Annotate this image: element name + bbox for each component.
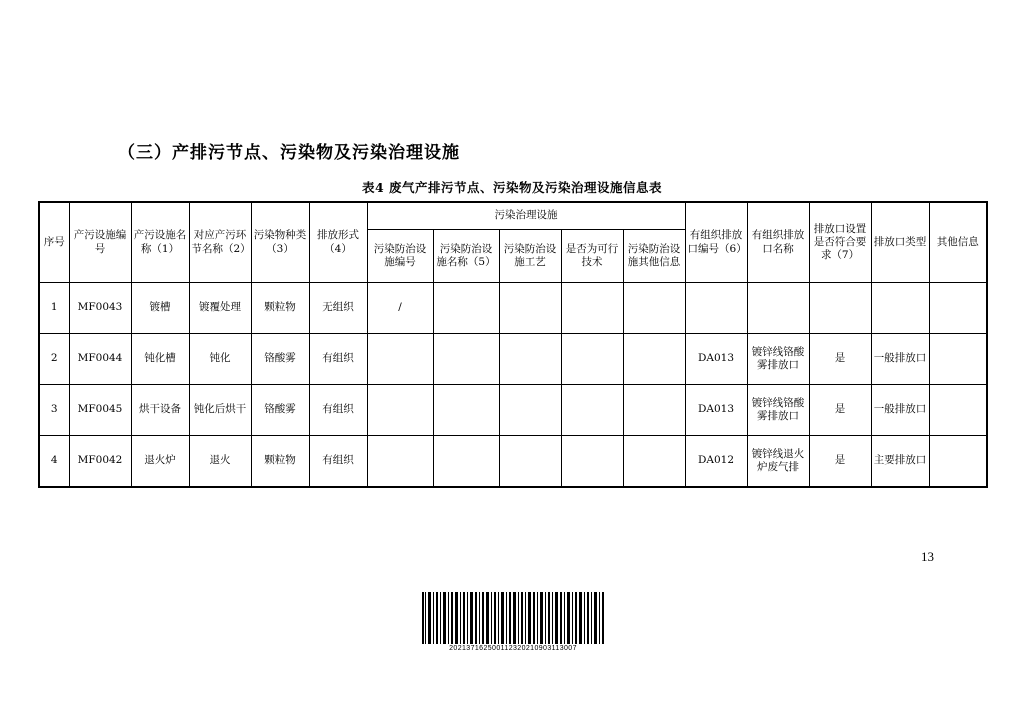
- cell-facility-name: 退火炉: [131, 436, 189, 488]
- cell-facility-code: MF0043: [69, 283, 131, 334]
- cell-outlet-name: [747, 283, 809, 334]
- cell-is-feasible: [561, 283, 623, 334]
- th-node-name: 对应产污环节名称（2）: [189, 202, 251, 283]
- cell-seq: 3: [39, 385, 69, 436]
- th-other-info: 其他信息: [929, 202, 987, 283]
- th-outlet-type: 排放口类型: [871, 202, 929, 283]
- barcode-icon: [422, 592, 604, 644]
- th-treat-other: 污染防治设施其他信息: [623, 230, 685, 283]
- cell-node-name: 退火: [189, 436, 251, 488]
- cell-is-feasible: [561, 334, 623, 385]
- cell-is-feasible: [561, 436, 623, 488]
- cell-treat-name: [433, 283, 499, 334]
- table-row: [39, 283, 987, 334]
- cell-facility-code: MF0045: [69, 385, 131, 436]
- cell-node-name: 钝化: [189, 334, 251, 385]
- cell-facility-name: 烘干设备: [131, 385, 189, 436]
- th-facility-code: 产污设施编号: [69, 202, 131, 283]
- cell-outlet-code: DA013: [685, 334, 747, 385]
- section-heading: （三）产排污节点、污染物及污染治理设施: [118, 143, 460, 163]
- cell-discharge-form: 有组织: [309, 436, 367, 488]
- cell-outlet-type: 一般排放口: [871, 334, 929, 385]
- cell-treat-other: [623, 334, 685, 385]
- cell-outlet-type: 主要排放口: [871, 436, 929, 488]
- cell-discharge-form: 有组织: [309, 385, 367, 436]
- cell-outlet-compliance: [809, 283, 871, 334]
- cell-facility-name: 镀槽: [131, 283, 189, 334]
- table-header-row-1: [39, 202, 987, 230]
- th-treat-process: 污染防治设施工艺: [499, 230, 561, 283]
- cell-treat-other: [623, 385, 685, 436]
- cell-other-info: [929, 334, 987, 385]
- cell-other-info: [929, 385, 987, 436]
- table-row: [39, 385, 987, 436]
- cell-treat-name: [433, 334, 499, 385]
- cell-treat-other: [623, 436, 685, 488]
- cell-treat-process: [499, 334, 561, 385]
- cell-treat-other: [623, 283, 685, 334]
- cell-node-name: 镀覆处理: [189, 283, 251, 334]
- cell-outlet-type: 一般排放口: [871, 385, 929, 436]
- cell-outlet-code: [685, 283, 747, 334]
- cell-treat-name: [433, 385, 499, 436]
- pollution-facility-table: [38, 201, 988, 488]
- cell-other-info: [929, 436, 987, 488]
- th-outlet-compliance: 排放口设置是否符合要求（7）: [809, 202, 871, 283]
- th-is-feasible: 是否为可行技术: [561, 230, 623, 283]
- cell-seq: 2: [39, 334, 69, 385]
- cell-treat-code: /: [367, 283, 433, 334]
- cell-pollutant-type: 铬酸雾: [251, 385, 309, 436]
- cell-outlet-compliance: 是: [809, 436, 871, 488]
- cell-seq: 1: [39, 283, 69, 334]
- cell-facility-code: MF0044: [69, 334, 131, 385]
- cell-discharge-form: 有组织: [309, 334, 367, 385]
- cell-treat-code: [367, 436, 433, 488]
- cell-outlet-compliance: 是: [809, 334, 871, 385]
- barcode: [422, 592, 604, 652]
- cell-outlet-name: 镀锌线铬酸雾排放口: [747, 385, 809, 436]
- cell-facility-code: MF0042: [69, 436, 131, 488]
- th-treat-name: 污染防治设施名称（5）: [433, 230, 499, 283]
- barcode-number: 202137162500112320210903113007: [449, 645, 577, 652]
- cell-outlet-compliance: 是: [809, 385, 871, 436]
- cell-is-feasible: [561, 385, 623, 436]
- th-discharge-form: 排放形式（4）: [309, 202, 367, 283]
- table-title: 表4 废气产排污节点、污染物及污染治理设施信息表: [361, 180, 663, 195]
- cell-outlet-type: [871, 283, 929, 334]
- cell-treat-process: [499, 436, 561, 488]
- cell-treat-name: [433, 436, 499, 488]
- th-pollutant-type: 污染物种类（3）: [251, 202, 309, 283]
- th-treatment-group: 污染治理设施: [367, 202, 685, 230]
- th-outlet-name: 有组织排放口名称: [747, 202, 809, 283]
- cell-treat-code: [367, 334, 433, 385]
- th-facility-name: 产污设施名称（1）: [131, 202, 189, 283]
- cell-pollutant-type: 铬酸雾: [251, 334, 309, 385]
- cell-pollutant-type: 颗粒物: [251, 283, 309, 334]
- cell-pollutant-type: 颗粒物: [251, 436, 309, 488]
- cell-node-name: 钝化后烘干: [189, 385, 251, 436]
- cell-other-info: [929, 283, 987, 334]
- cell-discharge-form: 无组织: [309, 283, 367, 334]
- table-header: [39, 202, 987, 283]
- cell-seq: 4: [39, 436, 69, 488]
- page-number: 13: [921, 549, 934, 564]
- cell-outlet-name: 镀锌线退火炉废气排: [747, 436, 809, 488]
- cell-outlet-code: DA012: [685, 436, 747, 488]
- cell-treat-process: [499, 283, 561, 334]
- cell-treat-code: [367, 385, 433, 436]
- cell-facility-name: 钝化槽: [131, 334, 189, 385]
- th-seq: 序号: [39, 202, 69, 283]
- cell-treat-process: [499, 385, 561, 436]
- th-outlet-code: 有组织排放口编号（6）: [685, 202, 747, 283]
- cell-outlet-code: DA013: [685, 385, 747, 436]
- table-row: [39, 436, 987, 488]
- table-body: [39, 283, 987, 488]
- th-treat-code: 污染防治设施编号: [367, 230, 433, 283]
- table-row: [39, 334, 987, 385]
- cell-outlet-name: 镀锌线铬酸雾排放口: [747, 334, 809, 385]
